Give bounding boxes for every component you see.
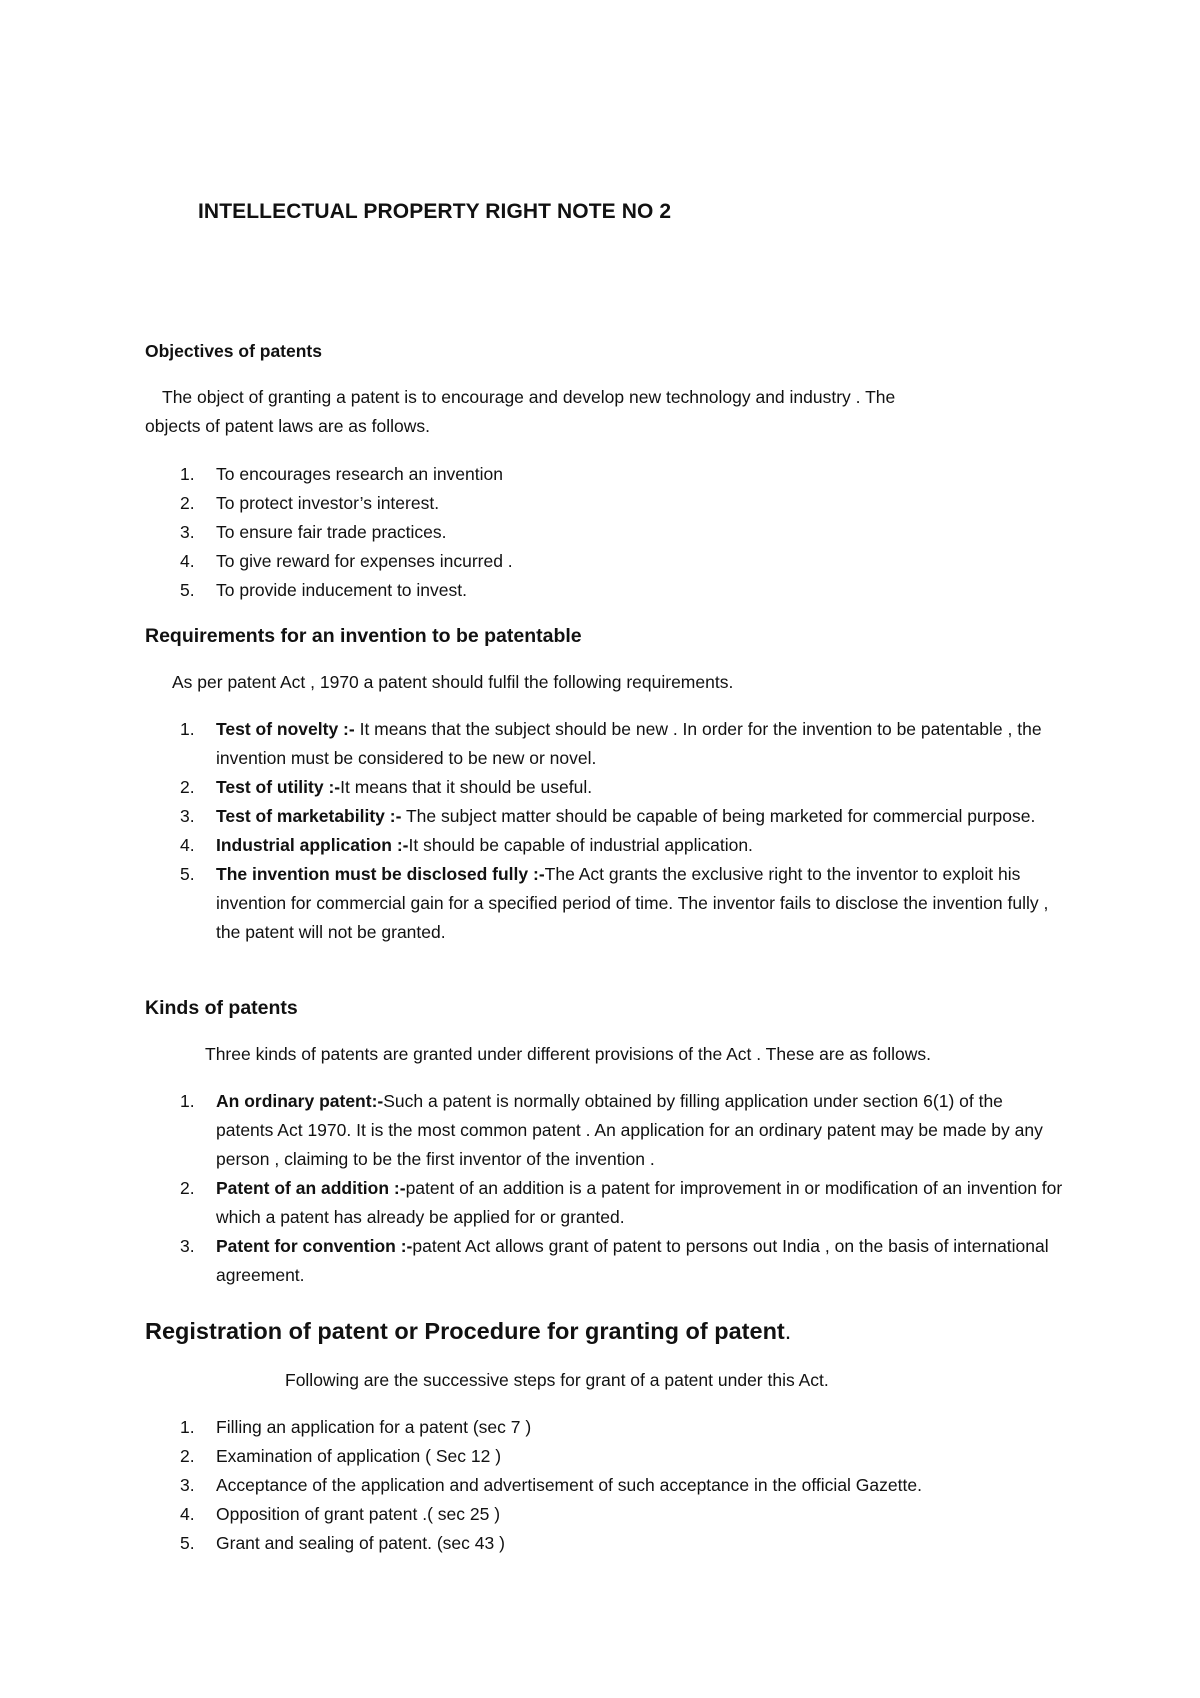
list-item: 3. Acceptance of the application and advertisement of such acceptance in the official Gazette. [180, 1475, 922, 1495]
list-item: 4. To give reward for expenses incurred . [180, 551, 513, 571]
list-item: 2. Patent of an addition :-patent of an addition is a patent for improvement in or modification of an invention for which a patent has already be applied for or granted. [180, 1178, 1063, 1227]
kinds-list [145, 1087, 1065, 1290]
objectives-heading: Objectives of patents [145, 341, 322, 361]
list-item-term: Test of utility :- [216, 777, 341, 797]
list-item: 1. Filling an application for a patent (sec 7 ) [180, 1417, 532, 1437]
objectives-intro-line2: objects of patent laws are as follows. [145, 416, 431, 436]
list-item: 3. Patent for convention :-patent Act allows grant of patent to persons out India , on the basis of international agreement. [180, 1236, 1049, 1285]
list-item-term: Patent for convention :- [216, 1236, 413, 1256]
list-item-term: Test of novelty :- [216, 719, 355, 739]
list-item-term: Test of marketability :- [216, 806, 402, 826]
objectives-intro-line1: The object of granting a patent is to encourage and develop new technology and industry . The [162, 387, 896, 407]
list-item-term: The invention must be disclosed fully :- [216, 864, 545, 884]
requirements-intro: As per patent Act , 1970 a patent should fulfil the following requirements. [172, 672, 734, 692]
list-item: 3. Test of marketability :- The subject matter should be capable of being marketed for commercial purpose. [180, 806, 1036, 826]
requirements-list [145, 715, 1065, 947]
list-item: 5. The invention must be disclosed fully :-The Act grants the exclusive right to the inventor to exploit his invention for commercial gain for a specified period of time. The inventor fails to disclose the invention fully , the patent will not be granted. [180, 864, 1049, 942]
kinds-heading: Kinds of patents [145, 997, 298, 1019]
list-item: 4. Opposition of grant patent .( sec 25 ) [180, 1504, 501, 1524]
document-title: INTELLECTUAL PROPERTY RIGHT NOTE NO 2 [198, 200, 672, 223]
registration-intro: Following are the successive steps for grant of a patent under this Act. [285, 1370, 829, 1390]
list-item-term: Patent of an addition :- [216, 1178, 406, 1198]
requirements-heading: Requirements for an invention to be patentable [145, 625, 582, 647]
registration-list [145, 1413, 1085, 1558]
list-item: 2. Test of utility :-It means that it should be useful. [180, 777, 593, 797]
list-item: 2. Examination of application ( Sec 12 ) [180, 1446, 502, 1466]
list-item: 5. Grant and sealing of patent. (sec 43 ) [180, 1533, 505, 1553]
list-item: 1. Test of novelty :- It means that the subject should be new . In order for the invention to be patentable , the invention must be considered to be new or novel. [180, 719, 1042, 768]
list-item-term: Industrial application :- [216, 835, 409, 855]
kinds-intro: Three kinds of patents are granted under different provisions of the Act . These are as follows. [205, 1044, 932, 1064]
list-item: 5. To provide inducement to invest. [180, 580, 467, 600]
list-item: 3. To ensure fair trade practices. [180, 522, 447, 542]
registration-heading: Registration of patent or Procedure for granting of patent. [145, 1318, 792, 1344]
list-item-term: An ordinary patent:- [216, 1091, 384, 1111]
list-item: 1. To encourages research an invention [180, 464, 503, 484]
objectives-list [145, 460, 1065, 605]
list-item: 2. To protect investor’s interest. [180, 493, 440, 513]
list-item: 1. An ordinary patent:-Such a patent is normally obtained by filling application under section 6(1) of the patents Act 1970. It is the most common patent . An application for an ordinary patent may be made by any person , claiming to be the first inventor of the invention . [180, 1091, 1043, 1169]
list-item: 4. Industrial application :-It should be capable of industrial application. [180, 835, 753, 855]
